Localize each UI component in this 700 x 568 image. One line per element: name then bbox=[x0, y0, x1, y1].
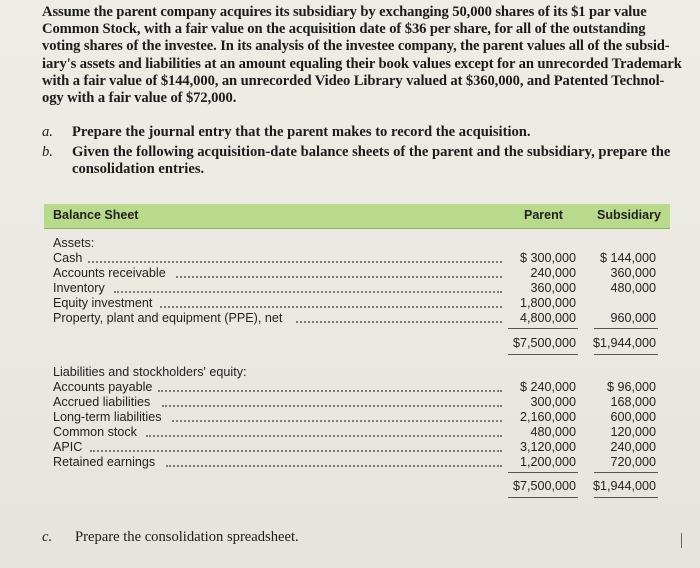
parent-liabilities-total: $7,500,000 bbox=[512, 479, 576, 493]
part-b-line: Given the following acquisition-date balance sheets of the parent and the subsidiary, prepare the bbox=[72, 144, 671, 160]
assets-total-row bbox=[44, 336, 670, 351]
liabilities-total-row bbox=[44, 479, 670, 494]
row-label: Retained earnings bbox=[53, 455, 156, 469]
part-a-text: Prepare the journal entry that the parent makes to record the acquisition. bbox=[72, 124, 531, 140]
problem-line: ogy with a fair value of $72,000. bbox=[42, 90, 237, 107]
part-b-line: consolidation entries. bbox=[72, 161, 205, 178]
subsidiary-total-rule bbox=[594, 328, 658, 329]
subsidiary-value: 600,000 bbox=[610, 410, 656, 424]
leader-dots bbox=[160, 306, 502, 308]
problem-line: with a fair value of $144,000, an unrecorded Video Library valued at $360,000, and Patented Technol- bbox=[42, 72, 665, 89]
liabilities-heading: Liabilities and stockholders' equity: bbox=[53, 365, 247, 379]
subsidiary-value: $ 144,000 bbox=[599, 251, 656, 265]
subsidiary-value: 360,000 bbox=[610, 266, 656, 280]
parent-total-rule bbox=[508, 472, 578, 473]
leader-dots bbox=[162, 405, 502, 407]
table-row bbox=[44, 440, 670, 455]
leader-dots bbox=[146, 435, 502, 437]
table-row bbox=[44, 311, 670, 326]
table-row bbox=[44, 281, 670, 296]
row-label: Equity investment bbox=[53, 296, 153, 310]
subsidiary-value: 240,000 bbox=[610, 440, 656, 454]
table-row bbox=[44, 455, 670, 470]
parent-value: 1,200,000 bbox=[519, 455, 576, 469]
leader-dots bbox=[114, 291, 502, 293]
parent-value: 3,120,000 bbox=[519, 440, 576, 454]
header-subsidiary: Subsidiary bbox=[597, 208, 661, 222]
subsidiary-total-underline bbox=[594, 497, 658, 498]
row-label: Inventory bbox=[53, 281, 105, 295]
subsidiary-value: 720,000 bbox=[610, 455, 656, 469]
subsidiary-total-rule bbox=[594, 472, 658, 473]
problem-statement bbox=[42, 4, 682, 107]
parent-value: 4,800,000 bbox=[519, 311, 576, 325]
table-row bbox=[44, 395, 670, 410]
part-b-letter: b. bbox=[42, 144, 53, 160]
row-label: Property, plant and equipment (PPE), net bbox=[53, 311, 283, 325]
row-label: Accrued liabilities bbox=[53, 395, 151, 409]
problem-line: voting shares of the investee. In its analysis of the investee company, the parent values all of the subsid- bbox=[42, 38, 670, 55]
table-row bbox=[44, 410, 670, 425]
parent-value: 240,000 bbox=[530, 266, 576, 280]
assets-heading: Assets: bbox=[53, 236, 95, 250]
problem-line: Common Stock, with a fair value on the acquisition date of $36 per share, for all of the outstanding bbox=[42, 21, 646, 38]
table-row bbox=[44, 266, 670, 281]
subsidiary-total-underline bbox=[594, 354, 658, 355]
leader-dots bbox=[90, 450, 502, 452]
row-label: Accounts payable bbox=[53, 380, 153, 394]
parent-assets-total: $7,500,000 bbox=[512, 336, 576, 350]
problem-line: iary's assets and liabilities at an amount equaling their book values except for an unrecorded Trademark bbox=[42, 55, 682, 72]
part-c-letter: c. bbox=[42, 529, 53, 545]
row-label: Long-term liabilities bbox=[53, 410, 162, 424]
row-label: APIC bbox=[53, 440, 83, 454]
balance-sheet-table bbox=[44, 200, 670, 500]
parent-value: 300,000 bbox=[530, 395, 576, 409]
leader-dots bbox=[166, 465, 502, 467]
problem-line: Assume the parent company acquires its subsidiary by exchanging 50,000 shares of its $1 par value bbox=[42, 4, 647, 20]
parent-value: $ 240,000 bbox=[519, 380, 576, 394]
parent-value: 480,000 bbox=[530, 425, 576, 439]
row-label: Common stock bbox=[53, 425, 137, 439]
part-a-letter: a. bbox=[42, 124, 53, 140]
subsidiary-value: $ 96,000 bbox=[606, 380, 656, 394]
part-c-text: Prepare the consolidation spreadsheet. bbox=[75, 529, 299, 545]
balance-sheet-header bbox=[44, 204, 670, 229]
part-a bbox=[42, 124, 682, 142]
subsidiary-value: 480,000 bbox=[610, 281, 656, 295]
header-parent: Parent bbox=[524, 208, 563, 222]
part-b-text bbox=[72, 144, 670, 178]
parent-value: 360,000 bbox=[530, 281, 576, 295]
subsidiary-value: 120,000 bbox=[610, 425, 656, 439]
row-label: Accounts receivable bbox=[53, 266, 166, 280]
leader-dots bbox=[158, 390, 502, 392]
leader-dots bbox=[296, 321, 502, 323]
subsidiary-assets-total: $1,944,000 bbox=[592, 336, 656, 350]
leader-dots bbox=[88, 261, 502, 263]
parent-value: 1,800,000 bbox=[519, 296, 576, 310]
problem-parts bbox=[42, 124, 682, 178]
parent-value: 2,160,000 bbox=[519, 410, 576, 424]
parent-total-underline bbox=[508, 354, 578, 355]
part-b bbox=[42, 144, 682, 180]
leader-dots bbox=[172, 420, 502, 422]
leader-dots bbox=[176, 276, 502, 278]
table-row bbox=[44, 296, 670, 311]
parent-total-underline bbox=[508, 497, 578, 498]
header-label: Balance Sheet bbox=[53, 208, 139, 222]
subsidiary-value: 168,000 bbox=[610, 395, 656, 409]
parent-total-rule bbox=[508, 328, 578, 329]
liabilities-heading-row bbox=[44, 365, 670, 380]
subsidiary-liabilities-total: $1,944,000 bbox=[592, 479, 656, 493]
table-row bbox=[44, 380, 670, 395]
parent-value: $ 300,000 bbox=[519, 251, 576, 265]
assets-heading-row bbox=[44, 236, 670, 251]
row-label: Cash bbox=[53, 251, 83, 265]
table-row bbox=[44, 425, 670, 440]
text-cursor bbox=[681, 533, 682, 548]
subsidiary-value: 960,000 bbox=[610, 311, 656, 325]
table-row bbox=[44, 251, 670, 266]
